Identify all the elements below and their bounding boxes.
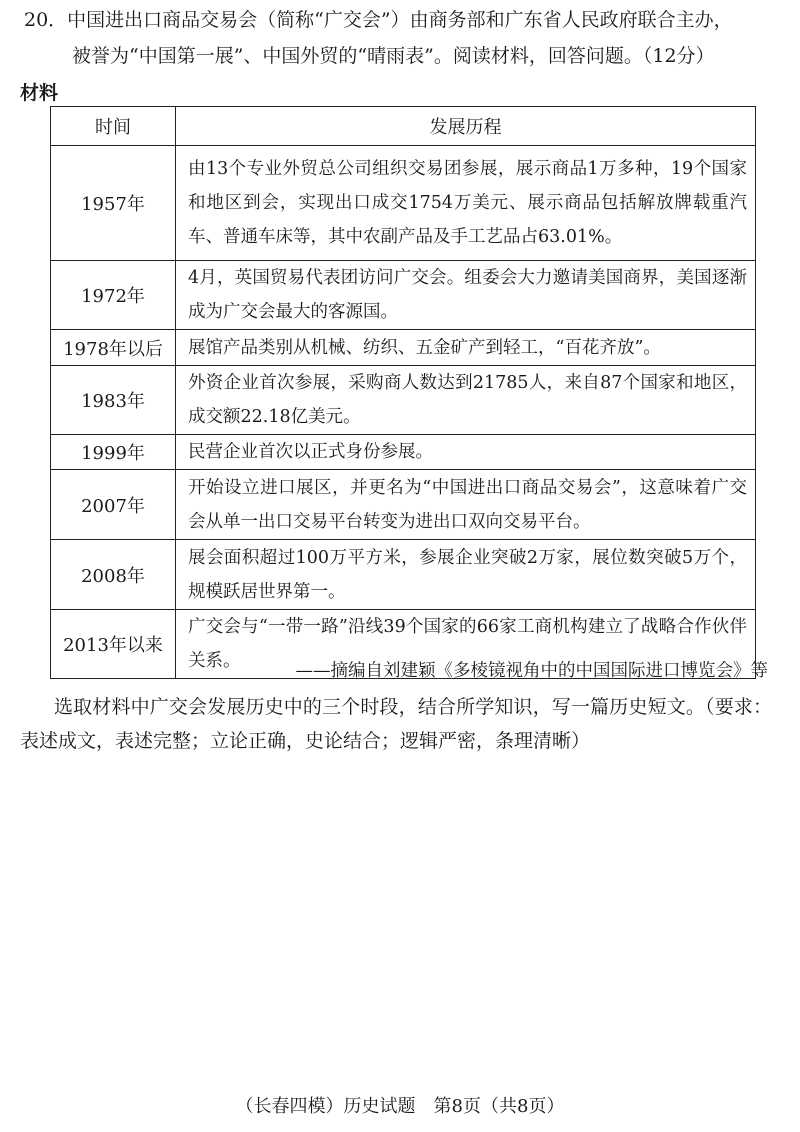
question-stem-line-2: 被誉为“中国第一展”、中国外贸的“晴雨表”。阅读材料，回答问题。（12分） <box>72 45 715 67</box>
row-description: 4月，英国贸易代表团访问广交会。组委会大力邀请美国商界，美国逐渐成为广交会最大的客源国。 <box>176 261 756 330</box>
row-year: 1999年 <box>51 435 176 470</box>
row-year: 1972年 <box>51 261 176 330</box>
row-description: 外资企业首次参展，采购商人数达到21785人，来自87个国家和地区，成交额22.18亿美元。 <box>176 366 756 435</box>
question-stem-line-1: 20．中国进出口商品交易会（简称“广交会”）由商务部和广东省人民政府联合主办， <box>24 9 733 31</box>
row-year: 1978年以后 <box>51 330 176 366</box>
source-citation: ——摘编自刘建颖《多棱镜视角中的中国国际进口博览会》等 <box>295 661 768 681</box>
table-row <box>51 330 756 366</box>
table-row <box>51 540 756 610</box>
table-row <box>51 366 756 435</box>
row-description: 民营企业首次以正式身份参展。 <box>176 435 756 470</box>
material-label: 材料 <box>20 82 59 104</box>
table-row <box>51 435 756 470</box>
row-year: 1957年 <box>51 146 176 261</box>
row-description: 展会面积超过100万平方米，参展企业突破2万家，展位数突破5万个，规模跃居世界第一。 <box>176 540 756 610</box>
row-description: 开始设立进口展区，并更名为“中国进出口商品交易会”，这意味着广交会从单一出口交易平台转变为进出口双向交易平台。 <box>176 470 756 540</box>
table-row <box>51 261 756 330</box>
page-footer: （长春四模）历史试题 第8页（共8页） <box>235 1096 565 1117</box>
row-description: 展馆产品类别从机械、纺织、五金矿产到轻工，“百花齐放”。 <box>176 330 756 366</box>
table-header-row <box>51 107 756 146</box>
row-year: 2008年 <box>51 540 176 610</box>
row-year: 1983年 <box>51 366 176 435</box>
table-row <box>51 470 756 540</box>
header-time: 时间 <box>51 107 176 146</box>
row-description: 由13个专业外贸总公司组织交易团参展，展示商品1万多种，19个国家和地区到会，实现出口成交1754万美元、展示商品包括解放牌载重汽车、普通车床等，其中农副产品及手工艺品占63.01%。 <box>176 146 756 261</box>
row-year: 2007年 <box>51 470 176 540</box>
header-development: 发展历程 <box>176 107 756 146</box>
task-instruction: 选取材料中广交会发展历史中的三个时段，结合所学知识，写一篇历史短文。（要求：表述成文，表述完整；立论正确，史论结合；逻辑严密，条理清晰） <box>20 696 772 752</box>
row-year: 2013年以来 <box>51 610 176 679</box>
table-row <box>51 146 756 261</box>
history-table <box>50 106 756 679</box>
row-description: 广交会与“一带一路”沿线39个国家的66家工商机构建立了战略合作伙伴关系。 <box>176 610 756 679</box>
